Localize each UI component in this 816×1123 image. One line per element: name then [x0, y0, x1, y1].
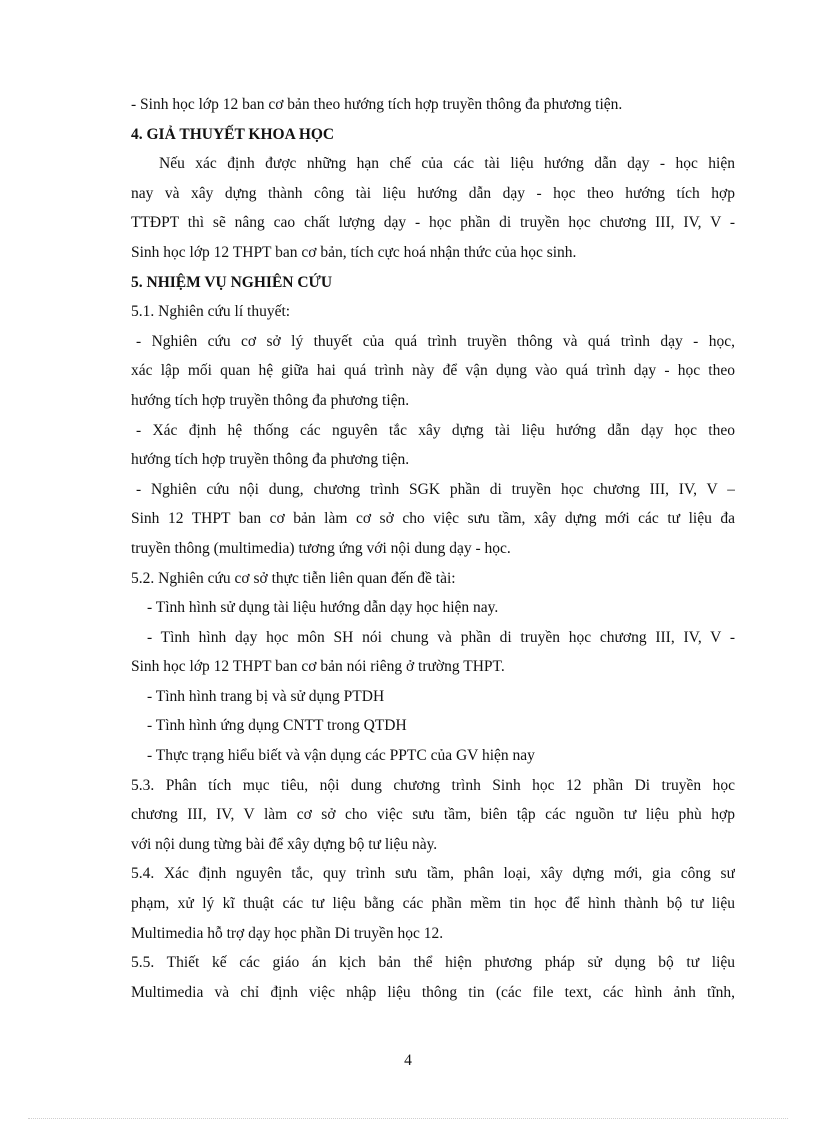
- text-line: xác lập mối quan hệ giữa hai quá trình này để vận dụng vào quá trình dạy - học theo: [131, 362, 735, 380]
- text-line: hướng tích hợp truyền thông đa phương tiện.: [131, 391, 410, 409]
- text-line: - Tình hình dạy học môn SH nói chung và phần di truyền học chương III, IV, V -: [147, 628, 735, 646]
- text-line: phạm, xử lý kĩ thuật các tư liệu bằng các phần mềm tin học để hình thành bộ tư liệu: [131, 895, 735, 913]
- text-line: hướng tích hợp truyền thông đa phương tiện.: [131, 451, 410, 469]
- page-bottom-rule: [28, 1118, 788, 1119]
- text-line: - Xác định hệ thống các nguyên tắc xây dựng tài liệu hướng dẫn dạy học theo: [136, 421, 735, 439]
- text-line: Multimedia và chỉ định việc nhập liệu thông tin (các file text, các hình ảnh tĩnh,: [131, 983, 735, 1001]
- text-line: 5.1. Nghiên cứu lí thuyết:: [131, 303, 291, 321]
- text-line: - Tình hình trang bị và sử dụng PTDH: [147, 687, 385, 705]
- text-line: 5.5. Thiết kế các giáo án kịch bản thể hiện phương pháp sử dụng bộ tư liệu: [131, 954, 735, 972]
- page-body: [131, 90, 735, 1007]
- text-line: nay và xây dựng thành công tài liệu hướng dẫn dạy - học theo hướng tích hợp: [131, 184, 735, 202]
- text-line: Nếu xác định được những hạn chế của các tài liệu hướng dẫn dạy - học hiện: [159, 155, 735, 173]
- text-line: 5.3. Phân tích mục tiêu, nội dung chương trình Sinh học 12 phần Di truyền học: [131, 776, 735, 794]
- text-line: - Nghiên cứu cơ sở lý thuyết của quá trình truyền thông và quá trình dạy - học,: [136, 332, 735, 350]
- text-line: - Tình hình sử dụng tài liệu hướng dẫn dạy học hiện nay.: [147, 599, 499, 617]
- text-line: Sinh học lớp 12 THPT ban cơ bản, tích cực hoá nhận thức của học sinh.: [131, 243, 577, 261]
- text-line: - Tình hình ứng dụng CNTT trong QTDH: [147, 717, 407, 735]
- text-line: Multimedia hỗ trợ dạy học phần Di truyền học 12.: [131, 924, 444, 942]
- text-line: - Thực trạng hiểu biết và vận dụng các PPTC của GV hiện nay: [147, 747, 535, 765]
- text-line: với nội dung từng bài để xây dựng bộ tư liệu này.: [131, 835, 438, 853]
- page-number: 4: [404, 1052, 412, 1069]
- text-line: - Nghiên cứu nội dung, chương trình SGK phần di truyền học chương III, IV, V –: [136, 480, 735, 498]
- text-line: - Sinh học lớp 12 ban cơ bản theo hướng tích hợp truyền thông đa phương tiện.: [131, 96, 623, 113]
- text-line: chương III, IV, V làm cơ sở cho việc sưu tầm, biên tập các nguồn tư liệu phù hợp: [131, 806, 735, 824]
- text-line: Sinh học lớp 12 THPT ban cơ bản nói riêng ở trường THPT.: [131, 658, 505, 676]
- section-heading: 5. NHIỆM VỤ NGHIÊN CỨU: [131, 273, 333, 291]
- text-line: TTĐPT thì sẽ nâng cao chất lượng dạy - học phần di truyền học chương III, IV, V -: [131, 214, 735, 232]
- text-line: truyền thông (multimedia) tương ứng với nội dung dạy - học.: [131, 539, 511, 557]
- text-line: 5.4. Xác định nguyên tắc, quy trình sưu tầm, phân loại, xây dựng mới, gia công sư: [131, 865, 735, 883]
- section-heading: 4. GIẢ THUYẾT KHOA HỌC: [131, 125, 335, 143]
- text-line: Sinh 12 THPT ban cơ bản làm cơ sở cho việc sưu tầm, xây dựng mới các tư liệu đa: [131, 510, 735, 528]
- text-line: 5.2. Nghiên cứu cơ sở thực tiễn liên quan đến đề tài:: [131, 569, 456, 587]
